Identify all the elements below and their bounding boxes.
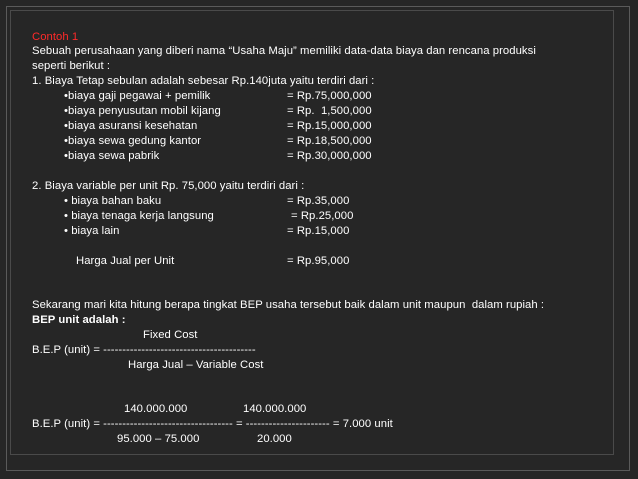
variable-cost-item-label: • biaya bahan baku xyxy=(64,195,162,207)
fixed-cost-item-value: = Rp.15,000,000 xyxy=(287,120,372,132)
calc-line: B.E.P (unit) = ---------------------------------- = ---------------------- = 7.000 unit xyxy=(32,418,393,430)
bep-unit-heading: BEP unit adalah : xyxy=(32,314,126,326)
fixed-cost-heading: 1. Biaya Tetap sebulan adalah sebesar Rp.140juta yaitu terdiri dari : xyxy=(32,75,375,87)
slide-title: Contoh 1 xyxy=(32,31,79,43)
variable-cost-heading: 2. Biaya variable per unit Rp. 75,000 yaitu terdiri dari : xyxy=(32,180,305,192)
fixed-cost-item-label: •biaya sewa gedung kantor xyxy=(64,135,202,147)
calc-numerator-1: 140.000.000 xyxy=(124,403,188,415)
variable-cost-item-label: • biaya lain xyxy=(64,225,120,237)
calc-denominator-2: 20.000 xyxy=(257,433,292,445)
selling-price-value: = Rp.95,000 xyxy=(287,255,350,267)
fixed-cost-item-label: •biaya sewa pabrik xyxy=(64,150,160,162)
fixed-cost-item-label: •biaya gaji pegawai + pemilik xyxy=(64,90,211,102)
formula-numerator: Fixed Cost xyxy=(143,329,198,341)
bep-question: Sekarang mari kita hitung berapa tingkat BEP usaha tersebut baik dalam unit maupun dalam rupiah : xyxy=(32,299,545,311)
fixed-cost-item-label: •biaya penyusutan mobil kijang xyxy=(64,105,221,117)
variable-cost-item-value: = Rp.25,000 xyxy=(291,210,354,222)
intro-line-2: seperti berikut : xyxy=(32,60,111,72)
fixed-cost-item-value: = Rp. 1,500,000 xyxy=(287,105,372,117)
variable-cost-item-value: = Rp.35,000 xyxy=(287,195,350,207)
calc-numerator-2: 140.000.000 xyxy=(243,403,307,415)
calc-denominator-1: 95.000 – 75.000 xyxy=(117,433,200,445)
variable-cost-item-label: • biaya tenaga kerja langsung xyxy=(64,210,214,222)
selling-price-label: Harga Jual per Unit xyxy=(76,255,175,267)
fixed-cost-item-label: •biaya asuransi kesehatan xyxy=(64,120,198,132)
fixed-cost-item-value: = Rp.30,000,000 xyxy=(287,150,372,162)
fixed-cost-item-value: = Rp.75,000,000 xyxy=(287,90,372,102)
formula-denominator: Harga Jual – Variable Cost xyxy=(128,359,264,371)
formula-lhs: B.E.P (unit) = ---------------------------------------- xyxy=(32,344,256,356)
intro-line-1: Sebuah perusahaan yang diberi nama “Usaha Maju” memiliki data-data biaya dan rencana produksi xyxy=(32,45,536,57)
fixed-cost-item-value: = Rp.18,500,000 xyxy=(287,135,372,147)
variable-cost-item-value: = Rp.15,000 xyxy=(287,225,350,237)
